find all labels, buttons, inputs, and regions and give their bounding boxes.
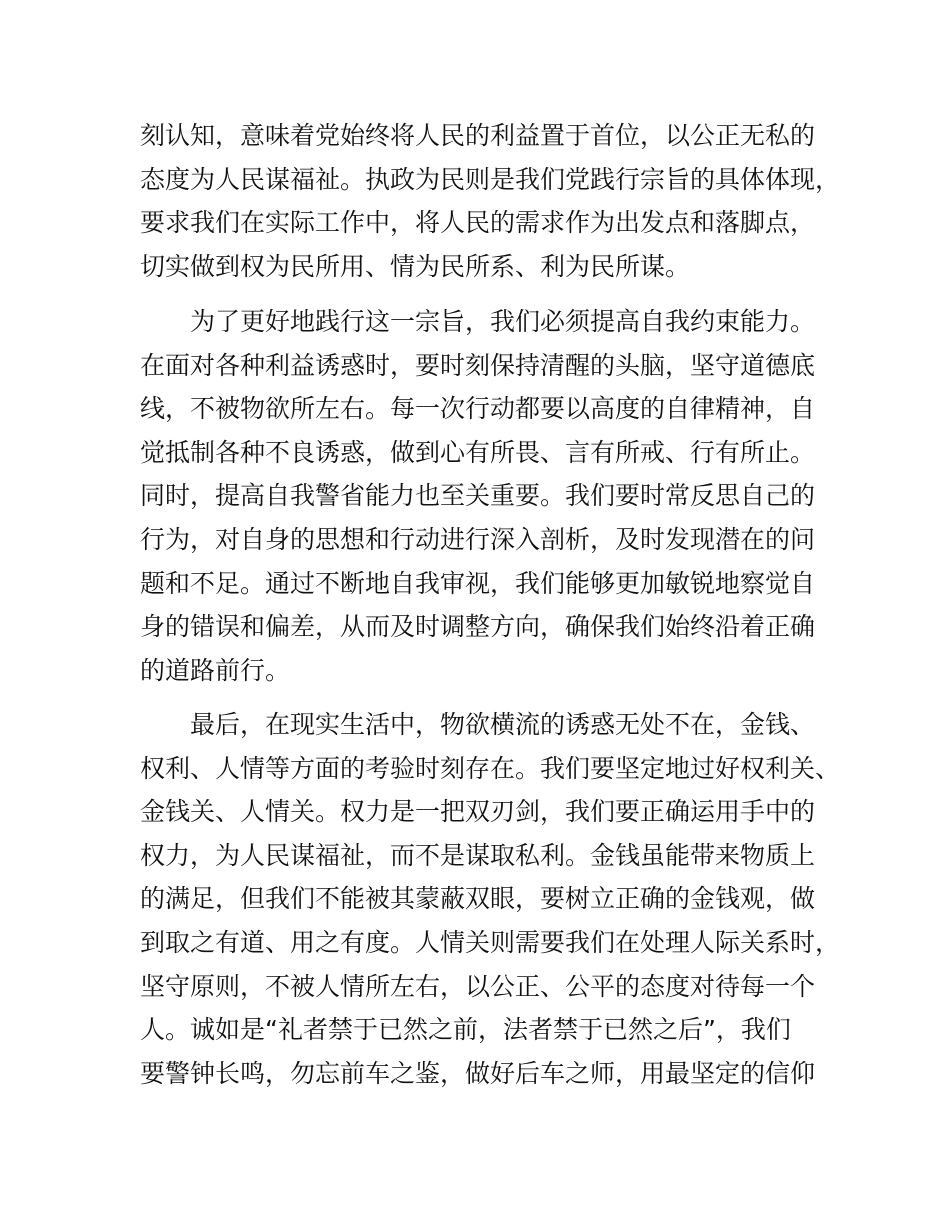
text-line: 同时，提高自我警省能力也至关重要。我们要时常反思自己的 (140, 481, 816, 511)
text-line: 题和不足。通过不断地自我审视，我们能够更加敏锐地察觉自 (140, 568, 816, 598)
text-line: 的道路前行。 (140, 655, 291, 685)
text-line: 最后，在现实生活中，物欲横流的诱惑无处不在，金钱、 (190, 710, 816, 739)
text-line: 身的错误和偏差，从而及时调整方向，确保我们始终沿着正确 (140, 612, 816, 642)
text-line: 在面对各种利益诱惑时，要时刻保持清醒的头脑，坚守道德底 (140, 350, 816, 380)
text-line: 金钱关、人情关。权力是一把双刃剑，我们要正确运用手中的 (140, 797, 816, 827)
text-line: 要求我们在实际工作中，将人民的需求作为出发点和落脚点， (140, 208, 816, 238)
text-line: 坚守原则，不被人情所左右，以公正、公平的态度对待每一个 (140, 971, 816, 1001)
text-line: 态度为人民谋福祉。执政为民则是我们党践行宗旨的具体体现， (140, 164, 841, 194)
text-line: 觉抵制各种不良诱惑，做到心有所畏、言有所戒、行有所止。 (140, 437, 816, 467)
paragraph-3 (140, 703, 840, 1095)
text-line: 切实做到权为民所用、情为民所系、利为民所谋。 (140, 251, 691, 281)
text-line: 人。诚如是“礼者禁于已然之前，法者禁于已然之后”，我们 (140, 1015, 791, 1045)
text-line: 刻认知，意味着党始终将人民的利益置于首位，以公正无私的 (140, 121, 816, 150)
text-line: 权利、人情等方面的考验时刻存在。我们要坚定地过好权利关、 (140, 753, 841, 783)
text-line: 为了更好地践行这一宗旨，我们必须提高自我约束能力。 (190, 307, 816, 336)
text-line: 线，不被物欲所左右。每一次行动都要以高度的自律精神，自 (140, 394, 816, 424)
text-line: 要警钟长鸣，勿忘前车之鉴，做好后车之师，用最坚定的信仰 (140, 1058, 816, 1088)
text-line: 行为，对自身的思想和行动进行深入剖析，及时发现潜在的问 (140, 524, 816, 554)
paragraph-2 (140, 300, 840, 692)
text-line: 权力，为人民谋福祉，而不是谋取私利。金钱虽能带来物质上 (140, 840, 816, 870)
text-line: 到取之有道、用之有度。人情关则需要我们在处理人际关系时， (140, 927, 841, 957)
paragraph-1 (140, 114, 840, 288)
text-line: 的满足，但我们不能被其蒙蔽双眼，要树立正确的金钱观，做 (140, 884, 816, 914)
